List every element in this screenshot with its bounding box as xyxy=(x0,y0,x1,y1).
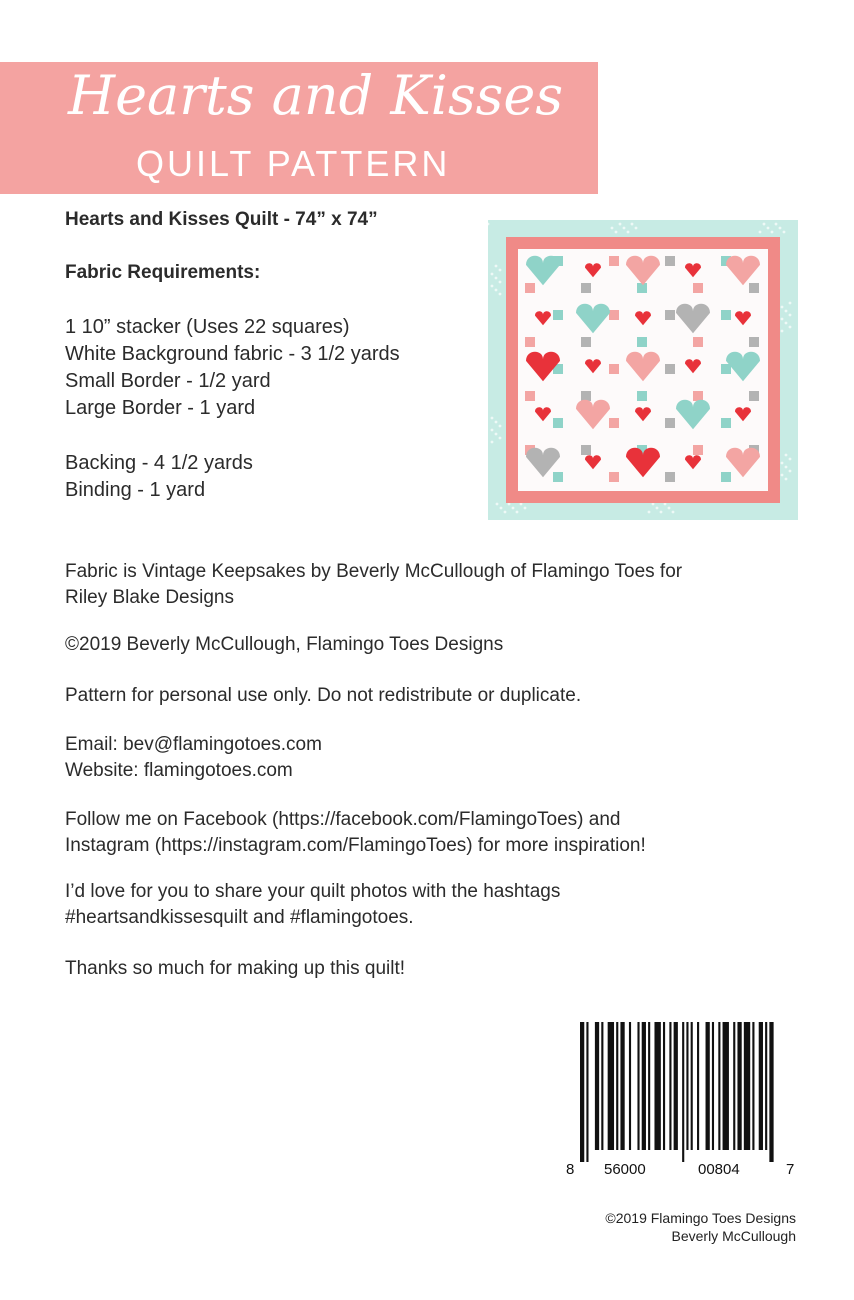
chain-square xyxy=(665,364,675,374)
barcode-bar xyxy=(580,1022,584,1162)
barcode-bar xyxy=(744,1022,750,1150)
barcode-bar xyxy=(769,1022,773,1162)
chain-square xyxy=(749,283,759,293)
barcode-bar xyxy=(723,1022,729,1150)
barcode-bar xyxy=(629,1022,631,1150)
backing-item: Backing - 4 1/2 yards xyxy=(65,452,253,474)
chain-square xyxy=(749,337,759,347)
barcode-bar xyxy=(663,1022,665,1150)
barcode-bar xyxy=(712,1022,714,1150)
chain-square xyxy=(665,256,675,266)
barcode-bar xyxy=(674,1022,678,1150)
chain-square xyxy=(581,283,591,293)
barcode-bar xyxy=(637,1022,639,1150)
chain-square xyxy=(525,337,535,347)
chain-square xyxy=(525,283,535,293)
barcode-digit-first: 8 xyxy=(566,1161,575,1178)
barcode-bar xyxy=(706,1022,710,1150)
chain-square xyxy=(721,310,731,320)
barcode-group-right: 00804 xyxy=(698,1161,740,1178)
barcode-group-left: 56000 xyxy=(604,1161,646,1178)
barcode-bar xyxy=(620,1022,624,1150)
requirement-item: Small Border - 1/2 yard xyxy=(65,370,271,392)
requirement-item: Large Border - 1 yard xyxy=(65,397,256,419)
chain-square xyxy=(609,472,619,482)
requirement-item: 1 10” stacker (Uses 22 squares) xyxy=(65,316,350,338)
barcode-bar xyxy=(765,1022,767,1150)
social-line: Instagram (https://instagram.com/FlamingoToes) for more inspiration! xyxy=(65,835,646,856)
chain-square xyxy=(693,283,703,293)
barcode-bar xyxy=(686,1022,688,1150)
footer-author: Beverly McCullough xyxy=(671,1228,796,1244)
requirement-item: White Background fabric - 3 1/2 yards xyxy=(65,343,400,365)
barcode-bar xyxy=(595,1022,599,1150)
footer-copyright: ©2019 Flamingo Toes Designs xyxy=(605,1210,796,1226)
fabric-note: Riley Blake Designs xyxy=(65,587,234,608)
barcode-bar xyxy=(737,1022,741,1150)
binding-item: Binding - 1 yard xyxy=(65,479,206,501)
chain-square xyxy=(609,256,619,266)
barcode-bar xyxy=(669,1022,671,1150)
barcode-bar xyxy=(733,1022,735,1150)
chain-square xyxy=(637,283,647,293)
pattern-title-script: Hearts and Kisses xyxy=(68,64,564,127)
email-line: Email: bev@flamingotoes.com xyxy=(65,734,322,755)
pattern-subtitle: QUILT PATTERN xyxy=(136,143,451,184)
chain-square xyxy=(693,445,703,455)
chain-square xyxy=(637,337,647,347)
barcode-bar xyxy=(752,1022,754,1150)
barcode-bar xyxy=(654,1022,660,1150)
chain-square xyxy=(721,418,731,428)
chain-square xyxy=(581,391,591,401)
chain-square xyxy=(553,310,563,320)
barcode-bars xyxy=(580,1022,780,1162)
chain-square xyxy=(665,310,675,320)
chain-square xyxy=(609,418,619,428)
chain-square xyxy=(665,472,675,482)
chain-square xyxy=(553,472,563,482)
barcode-bar xyxy=(601,1022,603,1150)
copyright-line: ©2019 Beverly McCullough, Flamingo Toes Designs xyxy=(65,634,504,655)
usage-note: Pattern for personal use only. Do not redistribute or duplicate. xyxy=(65,685,582,706)
fabric-note: Fabric is Vintage Keepsakes by Beverly McCullough of Flamingo Toes for xyxy=(65,561,683,582)
chain-square xyxy=(581,445,591,455)
chain-square xyxy=(553,418,563,428)
chain-square xyxy=(665,418,675,428)
barcode-digit-last: 7 xyxy=(786,1161,795,1178)
barcode-bar xyxy=(608,1022,614,1150)
hashtag-line: #heartsandkissesquilt and #flamingotoes. xyxy=(65,907,414,928)
barcode-bar xyxy=(642,1022,646,1150)
barcode-bar xyxy=(697,1022,699,1150)
barcode-bar xyxy=(759,1022,763,1150)
chain-square xyxy=(609,364,619,374)
thanks-line: Thanks so much for making up this quilt! xyxy=(65,958,406,979)
chain-square xyxy=(721,364,731,374)
chain-square xyxy=(693,337,703,347)
quilt-illustration xyxy=(488,220,798,520)
social-line: Follow me on Facebook (https://facebook.com/FlamingoToes) and xyxy=(65,809,621,830)
chain-square xyxy=(609,310,619,320)
quilt-size-heading: Hearts and Kisses Quilt - 74” x 74” xyxy=(65,209,378,230)
chain-square xyxy=(749,391,759,401)
barcode-bar xyxy=(648,1022,650,1150)
chain-square xyxy=(721,472,731,482)
hashtag-line: I’d love for you to share your quilt photos with the hashtags xyxy=(65,881,561,902)
barcode-bar xyxy=(691,1022,693,1150)
barcode-bar xyxy=(682,1022,684,1162)
chain-square xyxy=(693,391,703,401)
chain-square xyxy=(525,391,535,401)
website-line: Website: flamingotoes.com xyxy=(65,760,293,781)
barcode-bar xyxy=(616,1022,618,1150)
chain-square xyxy=(581,337,591,347)
barcode xyxy=(564,1022,796,1178)
fabric-requirements-heading: Fabric Requirements: xyxy=(65,262,261,283)
chain-square xyxy=(637,391,647,401)
barcode-bar xyxy=(586,1022,588,1162)
barcode-bar xyxy=(718,1022,720,1150)
